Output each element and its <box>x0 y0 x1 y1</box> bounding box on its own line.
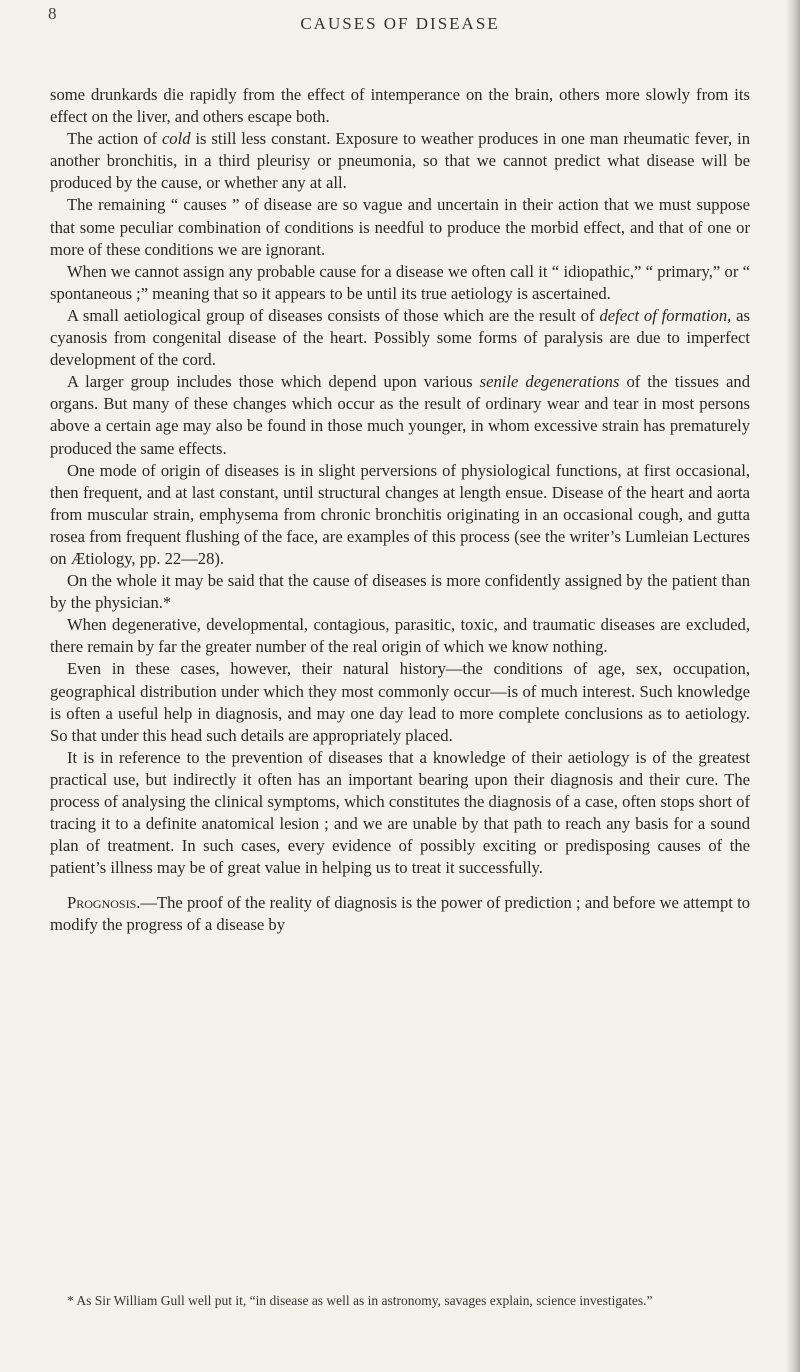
emphasis-defect-of-formation: defect of formation, <box>599 305 732 325</box>
paragraph-prevention: It is in reference to the prevention of diseases that a knowledge of their aetiology is of the greatest practical use, but indirectly it often has an important bearing upon their diagnosis and their cure. The process of analysing the clinical symptoms, which constitutes the diagnosis of a case, often stops short of tracing it to a definite anatomical lesion ; and we are unable by that path to reach any basis for a sound plan of treatment. In such cases, every evidence of possibly exciting or predisposing causes of the patient’s illness may be of great value in helping us to treat it successfully. <box>50 747 750 878</box>
emphasis-cold: cold <box>161 129 191 149</box>
section-heading-prognosis: Prognosis. <box>67 893 141 913</box>
page-number: 8 <box>48 4 57 23</box>
paragraph-idiopathic: When we cannot assign any probable cause for a disease we often call it “ idiopathic,” “ primary,” or “ spontaneous ;” meaning that so it appears to be until its true aetiology is ascertained. <box>50 261 750 303</box>
emphasis-senile-degenerations: senile degenerations <box>479 372 620 392</box>
paragraph-senile-degenerations: A larger group includes those which depend upon various senile degenerations of the tissues and organs. But many of these changes which occur as the result of ordinary wear and tear in most persons above a certain age may also be found in those much younger, in whom excessive strain has prematurely produced the same effects. <box>50 372 751 458</box>
paragraph-natural-history: Even in these cases, however, their natural history—the conditions of age, sex, occupation, geographical distribution under which they most commonly occur—is of much interest. Such knowledge is often a useful help in diagnosis, and may one day lead to more complete conclusions as to aetiology. So that under this head such details are appropriately placed. <box>50 659 750 745</box>
paragraph-prognosis: Prognosis.—The proof of the reality of diagnosis is the power of prediction ; and before we attempt to modify the progress of a disease by <box>50 893 750 935</box>
paragraph-remaining-causes: The remaining “ causes ” of disease are so vague and uncertain in their action that we must suppose that some peculiar combination of conditions is needful to produce the morbid effect, and that of one or more of these conditions we are ignorant. <box>50 195 750 259</box>
running-head: CAUSES OF DISEASE <box>300 14 500 33</box>
paragraph-defect-of-formation: A small aetiological group of diseases consists of those which are the result of defect of formation, as cyanosis from congenital disease of the heart. Possibly some forms of paralysis are due to imperfect development of the cord. <box>50 305 750 370</box>
paragraph-perversions: One mode of origin of diseases is in slight perversions of physiological functions, at first occasional, then frequent, and at last constant, until structural changes at length ensue. Disease of the heart and aorta from muscular strain, emphysema from chronic bronchitis originating in an occasional cough, and gutta rosea from frequent flushing of the face, are examples of this process (see the writer’s Lumleian Lectures on Ætiology, pp. 22—28). <box>50 460 750 568</box>
page-edge-shadow <box>786 0 800 1372</box>
paragraph-on-the-whole: On the whole it may be said that the cause of diseases is more confidently assigned by the patient than by the physician.* <box>50 571 750 613</box>
paragraph-excluded-diseases: When degenerative, developmental, contagious, parasitic, toxic, and traumatic diseases are excluded, there remain by far the greater number of the real origin of which we know nothing. <box>50 615 750 657</box>
paragraph-cold: The action of cold is still less constant. Exposure to weather produces in one man rheumatic fever, in another bronchitis, in a third pleurisy or pneumonia, so that we cannot predict what disease will be produced by the cause, or whether any at all. <box>50 129 750 193</box>
body-text <box>50 84 750 937</box>
paragraph-continued: some drunkards die rapidly from the effect of intemperance on the brain, others more slowly from its effect on the liver, and others escape both. <box>50 85 750 127</box>
footnote: * As Sir William Gull well put it, “in disease as well as in astronomy, savages explain, science investigates.” <box>67 1293 653 1308</box>
